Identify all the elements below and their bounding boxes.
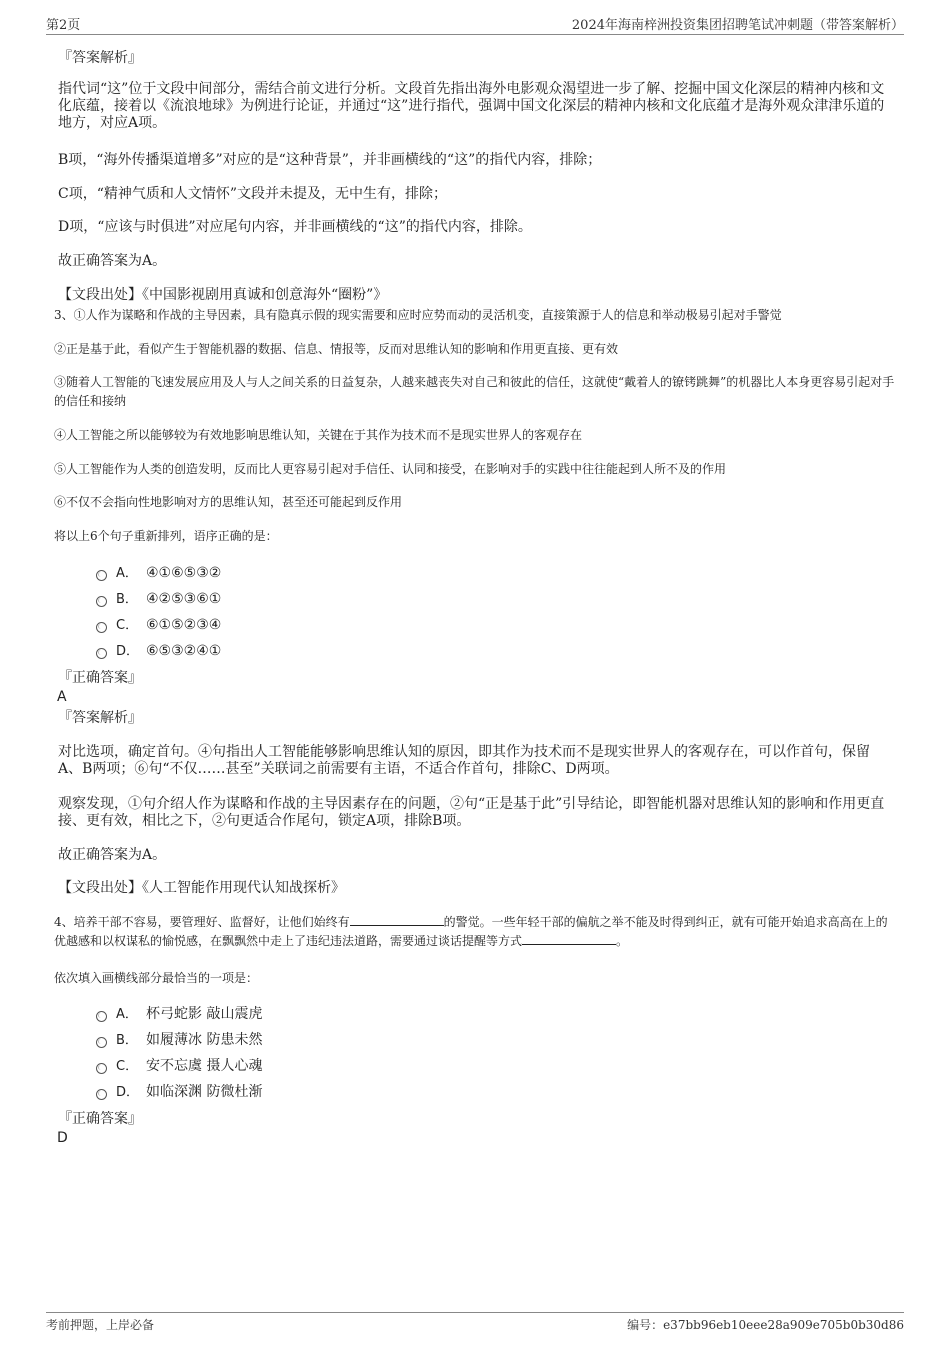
q4-option-d[interactable] bbox=[96, 1084, 262, 1101]
q3-option-d[interactable] bbox=[96, 643, 221, 660]
q3-sentence-2: ②正是基于此，看似产生于智能机器的数据、信息、情报等，反而对思维认知的影响和作用更直接、更有效 bbox=[54, 342, 619, 356]
q2-conclusion: 故正确答案为A。 bbox=[58, 253, 167, 269]
q3-option-b[interactable] bbox=[96, 591, 221, 608]
footer-slogan: 考前押题，上岸必备 bbox=[46, 1318, 155, 1332]
option-key: A． bbox=[116, 1007, 138, 1022]
radio-icon[interactable] bbox=[96, 622, 107, 633]
q3-analysis-paragraph-2: 观察发现，①句介绍人作为谋略和作战的主导因素存在的问题，②句“正是基于此”引导结论，即智能机器对思维认知的影响和作用更直接、更有效，相比之下，②句更适合作尾句，锁定A项，排除B项。 bbox=[58, 796, 885, 829]
q3-sentence-6: ⑥不仅不会指向性地影响对方的思维认知，甚至还可能起到反作用 bbox=[54, 495, 403, 509]
option-key: C． bbox=[116, 618, 139, 633]
q2-analysis-label: 『答案解析』 bbox=[58, 50, 142, 66]
option-text: 如临深渊 防微杜渐 bbox=[146, 1084, 263, 1100]
option-text: 杯弓蛇影 敲山震虎 bbox=[146, 1006, 263, 1022]
q2-source: 【文段出处】《中国影视剧用真诚和创意海外“圈粉”》 bbox=[58, 287, 388, 303]
radio-icon[interactable] bbox=[96, 1089, 107, 1100]
q3-sentence-3: ③随着人工智能的飞速发展应用及人与人之间关系的日益复杂，人越来越丧失对自己和彼此的信任，这就使“戴着人的镣铐跳舞”的机器比人本身更容易引起对手的信任和接纳 bbox=[54, 375, 895, 408]
option-key: D． bbox=[116, 644, 140, 659]
fill-blank-1 bbox=[350, 913, 444, 926]
q2-analysis-paragraph-4: D项，“应该与时俱进”对应尾句内容，并非画横线的“这”的指代内容，排除。 bbox=[58, 219, 532, 235]
q3-answer-label: 『正确答案』 bbox=[58, 670, 142, 686]
radio-icon[interactable] bbox=[96, 596, 107, 607]
fill-blank-2 bbox=[522, 932, 616, 945]
option-key: B． bbox=[116, 1033, 138, 1048]
option-text: ⑥⑤③②④① bbox=[146, 643, 222, 659]
option-key: B． bbox=[116, 592, 138, 607]
option-text: ④②⑤③⑥① bbox=[146, 591, 222, 607]
option-key: D． bbox=[116, 1085, 140, 1100]
radio-icon[interactable] bbox=[96, 1063, 107, 1074]
option-text: ⑥①⑤②③④ bbox=[146, 617, 222, 633]
q3-sentence-4: ④人工智能之所以能够较为有效地影响思维认知，关键在于其作为技术而不是现实世界人的客观存在 bbox=[54, 428, 583, 442]
q2-analysis-paragraph-1: 指代词“这”位于文段中间部分，需结合前文进行分析。文段首先指出海外电影观众渴望进一步了解、挖掘中国文化深层的精神内核和文化底蕴，接着以《流浪地球》为例进行论证，并通过“这”进行指代，强调中国文化深层的精神内核和文化底蕴才是海外观众津津乐道的地方，对应A项。 bbox=[58, 81, 885, 131]
q4-text-part-2: 的警觉。一些年轻干部的偏航之举不能及时得到纠正，就有可能开始追求高高在上的优越感和以权谋私的愉悦感，在飘飘然中走上了违纪违法道路，需要通过谈话提醒等方式 bbox=[54, 915, 888, 948]
page-number: 第2页 bbox=[46, 18, 81, 33]
q3-answer: A bbox=[57, 689, 67, 705]
radio-icon[interactable] bbox=[96, 1011, 107, 1022]
q3-stem: 将以上6个句子重新排列，语序正确的是： bbox=[54, 529, 278, 543]
radio-icon[interactable] bbox=[96, 648, 107, 659]
page-footer bbox=[46, 1312, 904, 1336]
q4-stem: 依次填入画横线部分最恰当的一项是： bbox=[54, 971, 259, 985]
radio-icon[interactable] bbox=[96, 1037, 107, 1048]
q4-answer: D bbox=[57, 1130, 68, 1146]
option-text: 如履薄冰 防患未然 bbox=[146, 1032, 263, 1048]
q3-analysis-label: 『答案解析』 bbox=[58, 710, 142, 726]
option-text: ④①⑥⑤③② bbox=[146, 565, 222, 581]
q4-answer-label: 『正确答案』 bbox=[58, 1111, 142, 1127]
q4-option-c[interactable] bbox=[96, 1058, 262, 1075]
document-title: 2024年海南梓洲投资集团招聘笔试冲刺题（带答案解析） bbox=[571, 18, 904, 33]
document-id: 编号：e37bb96eb10eee28a909e705b0b30d86 bbox=[627, 1318, 904, 1332]
q4-text-part-3: 。 bbox=[616, 934, 629, 948]
q3-sentence-1: 3、①人作为谋略和作战的主导因素，具有隐真示假的现实需要和应时应势而动的灵活机变，直接策源于人的信息和举动极易引起对手警觉 bbox=[54, 308, 782, 322]
option-key: C． bbox=[116, 1059, 139, 1074]
q3-source: 【文段出处】《人工智能作用现代认知战探析》 bbox=[58, 880, 345, 896]
option-key: A． bbox=[116, 566, 138, 581]
option-text: 安不忘虞 摄人心魂 bbox=[146, 1058, 263, 1074]
q2-analysis-paragraph-2: B项，“海外传播渠道增多”对应的是“这种背景”，并非画横线的“这”的指代内容，排除； bbox=[58, 152, 602, 168]
q4-option-b[interactable] bbox=[96, 1032, 262, 1049]
q3-conclusion: 故正确答案为A。 bbox=[58, 847, 167, 863]
q2-analysis-paragraph-3: C项，“精神气质和人文情怀”文段并未提及，无中生有，排除； bbox=[58, 186, 448, 202]
q3-analysis-paragraph-1: 对比选项，确定首句。④句指出人工智能能够影响思维认知的原因，即其作为技术而不是现实世界人的客观存在，可以作首句，保留A、B两项；⑥句“不仅……甚至”关联词之前需要有主语，不适合作首句，排除C、D两项。 bbox=[58, 744, 870, 777]
q3-option-c[interactable] bbox=[96, 617, 221, 634]
q4-question-text bbox=[54, 913, 899, 951]
q3-option-a[interactable] bbox=[96, 565, 221, 582]
radio-icon[interactable] bbox=[96, 570, 107, 581]
q4-option-a[interactable] bbox=[96, 1006, 262, 1023]
q3-sentence-5: ⑤人工智能作为人类的创造发明，反而比人更容易引起对手信任、认同和接受，在影响对手的实践中往往能起到人所不及的作用 bbox=[54, 462, 727, 476]
q4-text-part-1: 4、培养干部不容易，要管理好、监督好，让他们始终有 bbox=[54, 915, 350, 929]
page-header bbox=[46, 14, 904, 35]
